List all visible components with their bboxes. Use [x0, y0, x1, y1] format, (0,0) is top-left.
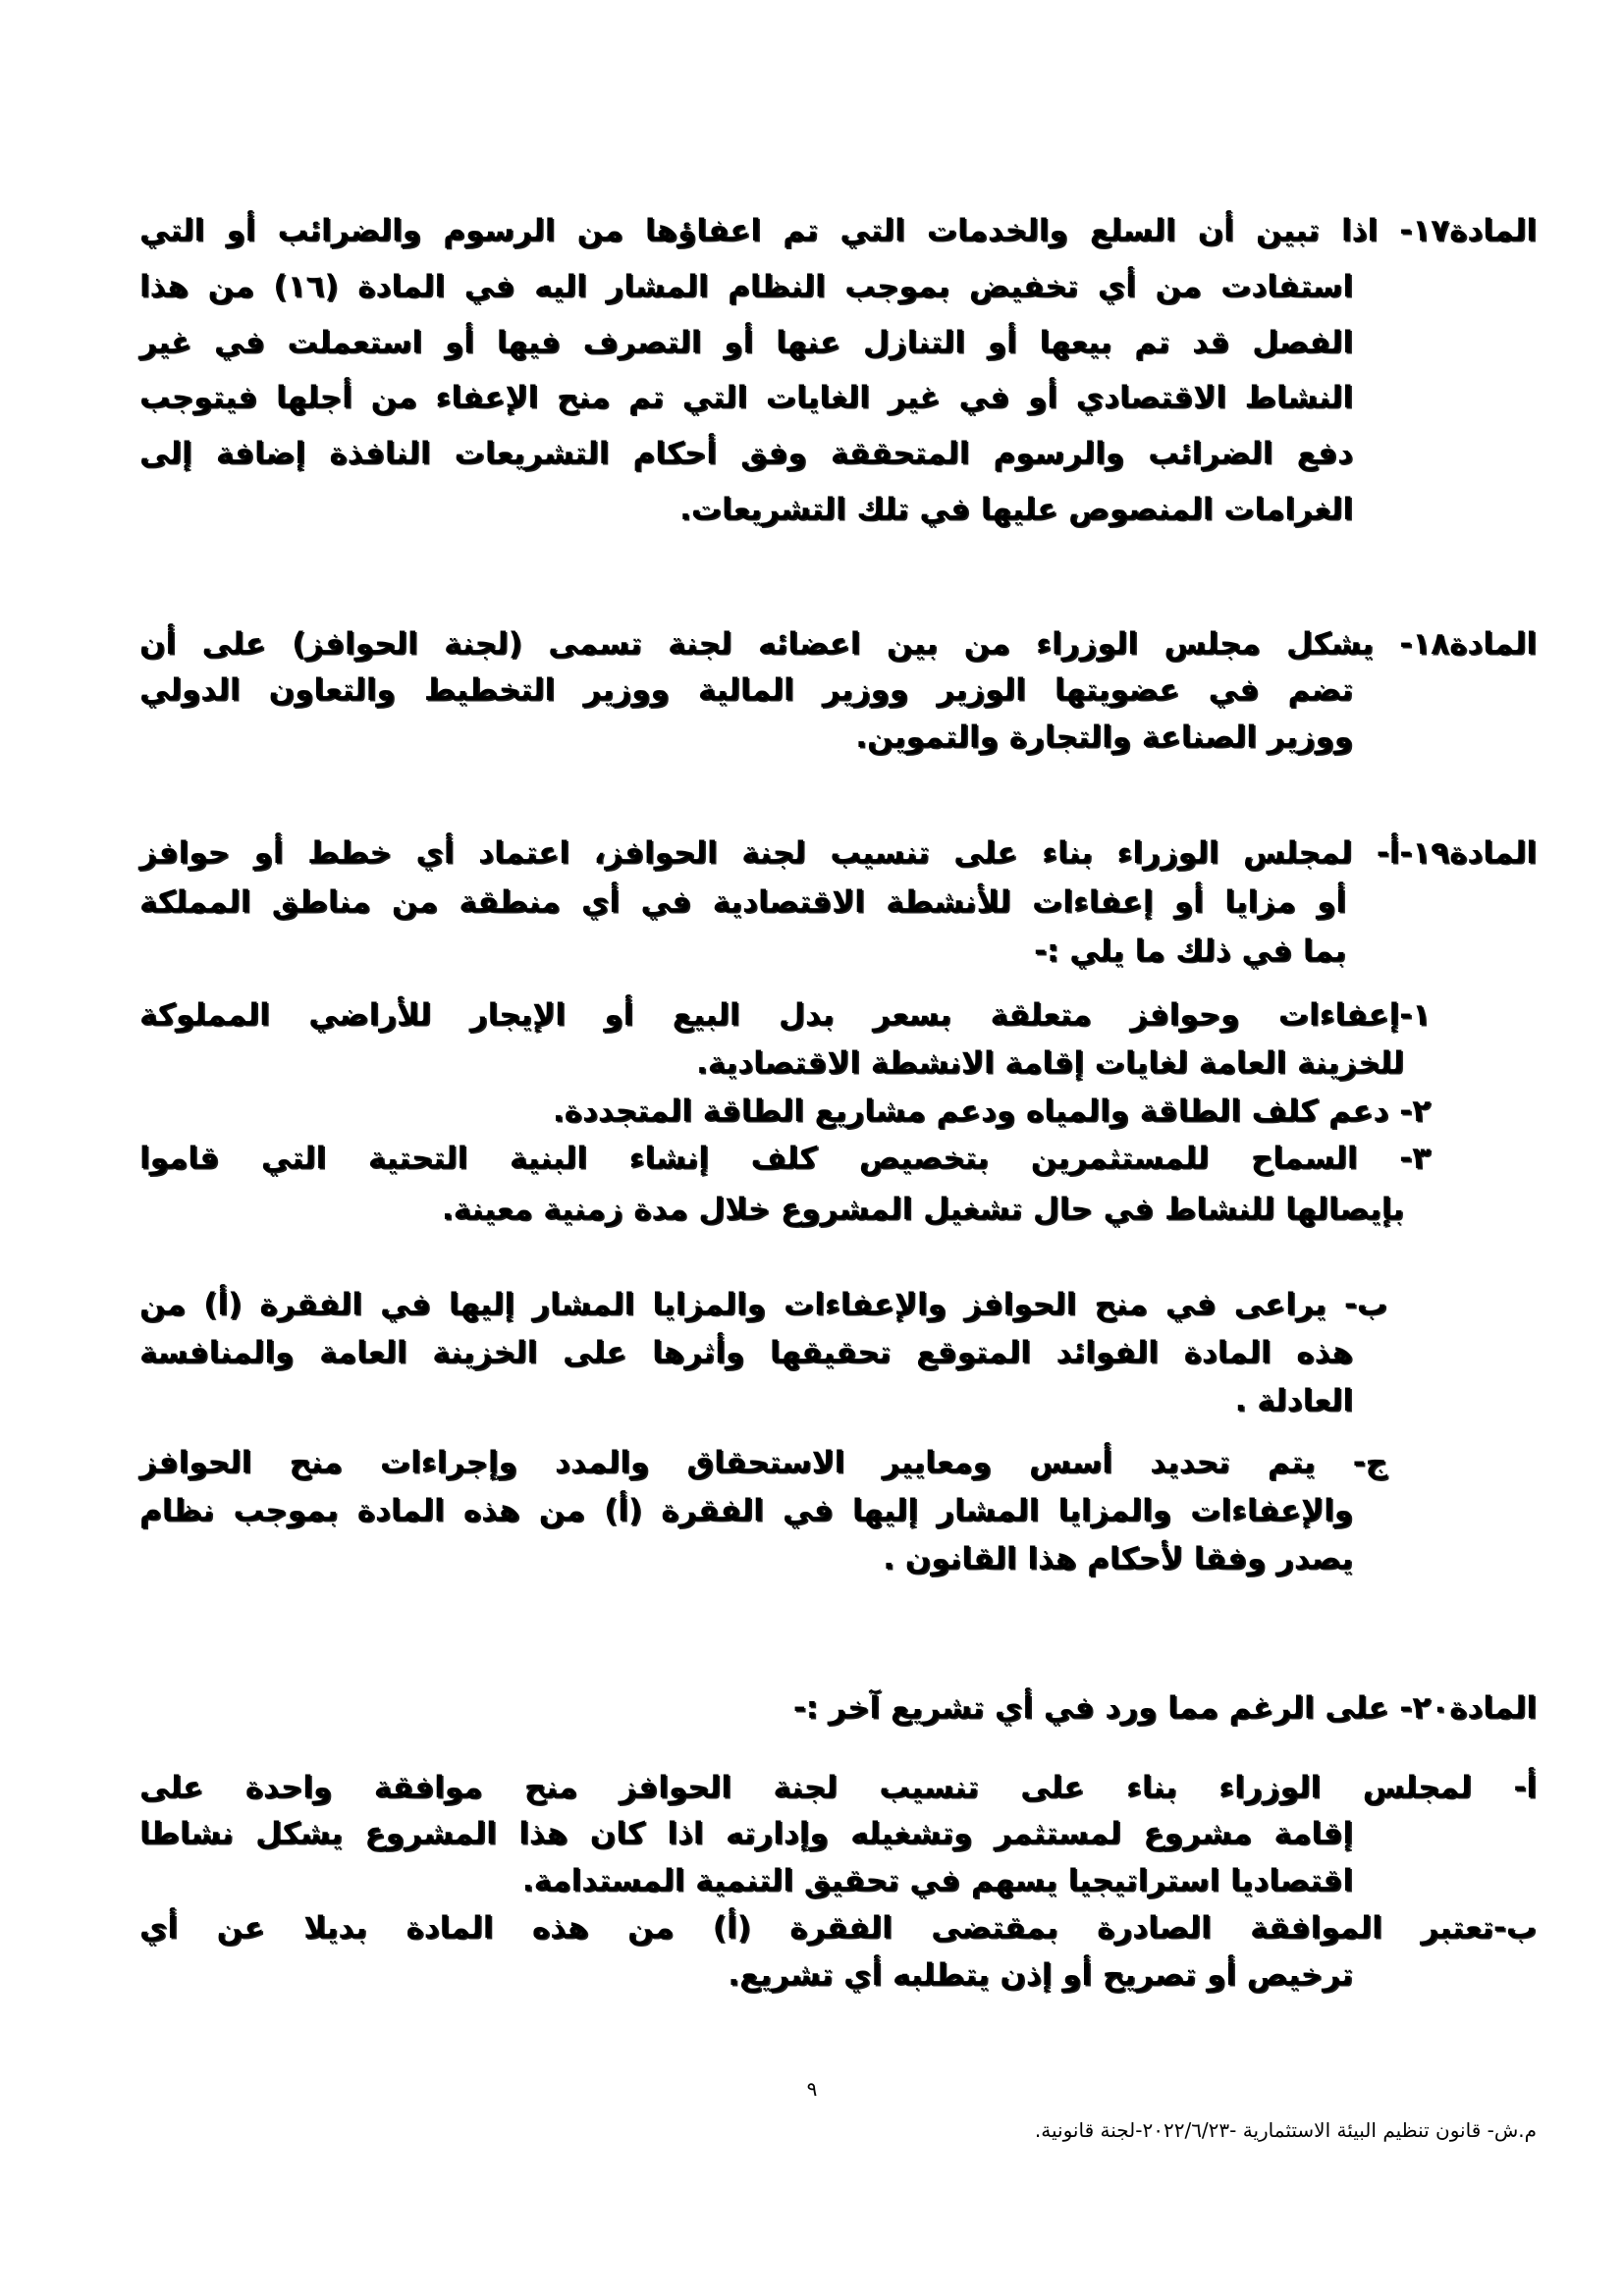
- text-line: للخزينة العامة لغايات إقامة الانشطة الاقتصادية.: [695, 1045, 1404, 1081]
- text-line: الغرامات المنصوص عليها في تلك التشريعات.: [679, 492, 1353, 527]
- clause-a: أ- لمجلس الوزراء بناء على تنسيب لجنة الحوافز منح موافقة واحدة على: [139, 1770, 1537, 1805]
- text-line: دفع الضرائب والرسوم المتحققة وفق أحكام التشريعات النافذة إضافة إلى: [139, 436, 1353, 471]
- text-line: بإيصالها للنشاط في حال تشغيل المشروع خلال مدة زمنية معينة.: [441, 1192, 1404, 1227]
- text-line: ترخيص أو تصريح أو إذن يتطلبه أي تشريع.: [728, 1957, 1353, 1993]
- text-line: بما في ذلك ما يلي :-: [1034, 934, 1346, 969]
- text-line: هذه المادة الفوائد المتوقع تحقيقها وأثرها على الخزينة العامة والمنافسة: [139, 1335, 1353, 1370]
- text-line: اقتصاديا استراتيجيا يسهم في تحقيق التنمية المستدامة.: [521, 1863, 1353, 1898]
- text-line: أو مزايا أو إعفاءات للأنشطة الاقتصادية في أي منطقة من مناطق المملكة: [139, 884, 1346, 920]
- article-20-heading-line: المادة٢٠- على الرغم مما ورد في أي تشريع آخر :-: [792, 1690, 1537, 1726]
- page-number: ٩: [806, 2077, 818, 2101]
- list-item-1: ١-إعفاءات وحوافز متعلقة بسعر بدل البيع أو الإيجار للأراضي المملوكة: [139, 997, 1431, 1033]
- list-item-3: ٣- السماح للمستثمرين بتخصيص كلف إنشاء البنية التحتية التي قاموا: [139, 1141, 1431, 1176]
- text-line: الفصل قد تم بيعها أو التنازل عنها أو التصرف فيها أو استعملت في غير: [139, 325, 1353, 360]
- clause-b: ب-تعتبر الموافقة الصادرة بمقتضى الفقرة (أ) من هذه المادة بديلا عن أي: [139, 1910, 1537, 1946]
- text-line: يصدر وفقا لأحكام هذا القانون .: [883, 1541, 1353, 1576]
- article-18-heading-line: المادة١٨- يشكل مجلس الوزراء من بين اعضائه لجنة تسمى (لجنة الحوافز) على أن: [139, 626, 1537, 662]
- article-17-heading-line: المادة١٧- اذا تبين أن السلع والخدمات التي تم اعفاؤها من الرسوم والضرائب أو التي: [139, 213, 1537, 248]
- clause-c: ج- يتم تحديد أسس ومعايير الاستحقاق والمدد وإجراءات منح الحوافز: [139, 1445, 1387, 1480]
- text-line: ووزير الصناعة والتجارة والتموين.: [855, 720, 1353, 755]
- page-footer: م.ش- قانون تنظيم البيئة الاستثمارية -٢٠٢٢/٦/٢٣-لجنة قانونية.: [1034, 2118, 1537, 2142]
- clause-b: ب- يراعى في منح الحوافز والإعفاءات والمزايا المشار إليها في الفقرة (أ) من: [139, 1287, 1387, 1322]
- text-line: والإعفاءات والمزايا المشار إليها في الفقرة (أ) من هذه المادة بموجب نظام: [139, 1493, 1353, 1528]
- text-line: العادلة .: [1234, 1383, 1353, 1418]
- text-line: استفادت من أي تخفيض بموجب النظام المشار اليه في المادة (١٦) من هذا: [139, 269, 1354, 304]
- text-line: تضم في عضويتها الوزير ووزير المالية ووزير التخطيط والتعاون الدولي: [139, 672, 1353, 708]
- text-line: النشاط الاقتصادي أو في غير الغايات التي تم منح الإعفاء من أجلها فيتوجب: [139, 380, 1353, 415]
- article-19-heading-line: المادة١٩-أ- لمجلس الوزراء بناء على تنسيب لجنة الحوافز، اعتماد أي خطط أو حوافز: [139, 835, 1537, 871]
- text-line: إقامة مشروع لمستثمر وتشغيله وإدارته اذا كان هذا المشروع يشكل نشاطا: [139, 1816, 1353, 1851]
- list-item-2: ٢- دعم كلف الطاقة والمياه ودعم مشاريع الطاقة المتجددة.: [552, 1094, 1431, 1129]
